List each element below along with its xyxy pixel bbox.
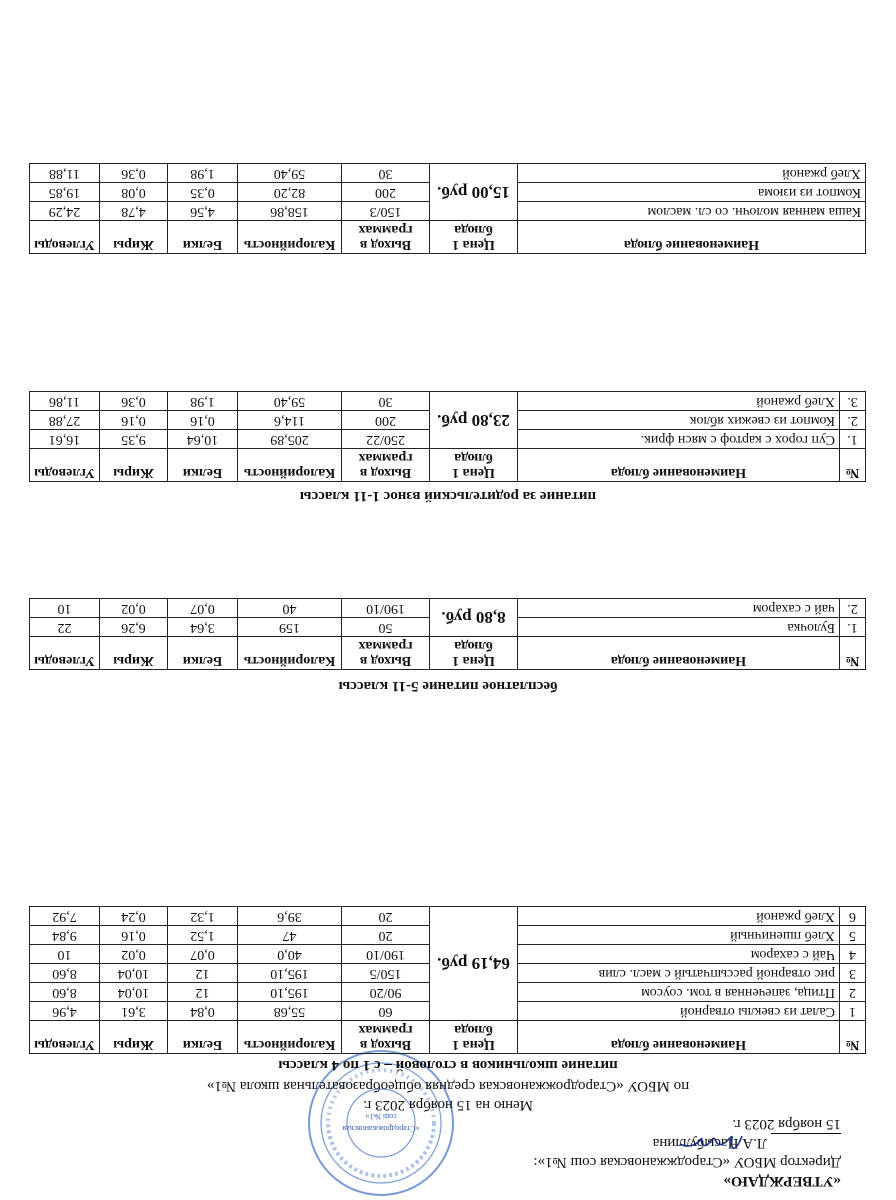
section-4-table: [29, 163, 866, 254]
row-protein: 0,35: [168, 183, 238, 202]
row-num: 6: [840, 907, 866, 926]
header-kcal: Калорийность: [238, 221, 342, 254]
row-protein: 12: [168, 983, 238, 1002]
row-protein: 0,16: [168, 411, 238, 430]
row-num: 2: [840, 983, 866, 1002]
row-protein: 0,07: [168, 599, 238, 618]
section-3-table: [29, 391, 866, 482]
row-num: 2.: [840, 599, 866, 618]
header-protein: Белки: [168, 221, 238, 254]
row-protein: 3,64: [168, 618, 238, 637]
section-price: 64,19 руб.: [430, 907, 518, 1021]
table-header-row: [30, 221, 866, 254]
section-2-table: [29, 598, 866, 670]
header-carbs: Углеводы: [30, 221, 100, 254]
section-price: 8,80 руб.: [430, 599, 518, 637]
header-price: Цена 1 блюда: [430, 449, 518, 482]
header-yield: Выход в граммах: [342, 637, 430, 670]
row-carbs: 7,92: [30, 907, 100, 926]
header-fat: Жиры: [100, 637, 168, 670]
table-row: [30, 618, 866, 637]
row-name: Булочка: [518, 618, 840, 637]
row-fat: 0,02: [100, 945, 168, 964]
row-name: Хлеб пшеничный: [518, 926, 840, 945]
row-kcal: 195,10: [238, 964, 342, 983]
row-num: 3.: [840, 392, 866, 411]
row-yield: 20: [342, 926, 430, 945]
row-name: Хлеб ржаной: [518, 392, 840, 411]
header-protein: Белки: [168, 1021, 238, 1054]
row-fat: 3,61: [100, 1002, 168, 1021]
header-fat: Жиры: [100, 221, 168, 254]
header-fat: Жиры: [100, 449, 168, 482]
header-num: №: [840, 637, 866, 670]
section-price: 15,00 руб.: [430, 164, 518, 221]
row-fat: 10,04: [100, 964, 168, 983]
row-protein: 1,52: [168, 926, 238, 945]
header-name: Наименование блюда: [518, 449, 840, 482]
table-row: [30, 202, 866, 221]
row-kcal: 40,0: [238, 945, 342, 964]
row-name: Салат из свеклы отварной: [518, 1002, 840, 1021]
section-1-table: [29, 906, 866, 1054]
approval-title: «УТВЕРЖДАЮ»: [723, 1173, 841, 1189]
row-yield: 30: [342, 164, 430, 183]
header-kcal: Калорийность: [238, 637, 342, 670]
header-price: Цена 1 блюда: [430, 221, 518, 254]
row-carbs: 10: [30, 599, 100, 618]
row-kcal: 40: [238, 599, 342, 618]
row-fat: 0,02: [100, 599, 168, 618]
header-carbs: Углеводы: [30, 449, 100, 482]
header-num: №: [840, 1021, 866, 1054]
row-num: 4: [840, 945, 866, 964]
row-kcal: 55,68: [238, 1002, 342, 1021]
row-carbs: 11,86: [30, 392, 100, 411]
row-kcal: 158,86: [238, 202, 342, 221]
row-name: Хлеб ржаной: [518, 907, 840, 926]
row-fat: 0,16: [100, 926, 168, 945]
table-header-row: [30, 449, 866, 482]
row-kcal: 59,40: [238, 392, 342, 411]
stamp-text-2: сош №1»: [365, 1112, 397, 1121]
row-carbs: 11,88: [30, 164, 100, 183]
row-protein: 10,64: [168, 430, 238, 449]
header-yield: Выход в граммах: [342, 1021, 430, 1054]
menu-title: Меню на 15 ноября 2023 г.: [363, 1097, 533, 1113]
row-yield: 250/22: [342, 430, 430, 449]
row-name: чай с сахаром: [518, 599, 840, 618]
header-name: Наименование блюда: [518, 221, 866, 254]
row-fat: 0,36: [100, 164, 168, 183]
row-yield: 190/10: [342, 599, 430, 618]
row-fat: 0,16: [100, 411, 168, 430]
header-kcal: Калорийность: [238, 449, 342, 482]
row-carbs: 27,88: [30, 411, 100, 430]
table-row: [30, 1002, 866, 1021]
row-carbs: 8,60: [30, 983, 100, 1002]
row-name: рис отварной рассыпчатый с масл. слив: [518, 964, 840, 983]
row-kcal: 195,10: [238, 983, 342, 1002]
row-carbs: 10: [30, 945, 100, 964]
header-protein: Белки: [168, 449, 238, 482]
table-row: [30, 430, 866, 449]
table-header-row: [30, 637, 866, 670]
row-kcal: 114,6: [238, 411, 342, 430]
row-fat: 0,08: [100, 183, 168, 202]
row-num: 1.: [840, 430, 866, 449]
row-num: 3: [840, 964, 866, 983]
header-carbs: Углеводы: [30, 1021, 100, 1054]
row-kcal: 82,20: [238, 183, 342, 202]
approval-director-line: Директор МБОУ «Староджжановская сош №1»:: [533, 1154, 841, 1170]
row-protein: 1,32: [168, 907, 238, 926]
row-name: Суп горох с картоф с мясн фрик.: [518, 430, 840, 449]
section-2-title: бесплатное питание 5-11 классы: [338, 678, 558, 694]
header-name: Наименование блюда: [518, 637, 840, 670]
header-carbs: Углеводы: [30, 637, 100, 670]
approval-date: 15 ноября 2023 г.: [732, 1116, 841, 1132]
row-fat: 0,36: [100, 392, 168, 411]
approval-signer: Л.А.Насыбуллина: [652, 1135, 767, 1151]
row-carbs: 16,61: [30, 430, 100, 449]
row-yield: 200: [342, 183, 430, 202]
row-protein: 0,84: [168, 1002, 238, 1021]
handwritten-signature: [676, 1130, 746, 1156]
row-num: 1: [840, 1002, 866, 1021]
row-name: Хлеб ржаной: [518, 164, 866, 183]
row-fat: 6,26: [100, 618, 168, 637]
menu-school: по МБОУ «Стародрожжановская средняя общеобразовательная школа №1»: [206, 1078, 690, 1094]
row-yield: 60: [342, 1002, 430, 1021]
row-yield: 50: [342, 618, 430, 637]
row-carbs: 4,96: [30, 1002, 100, 1021]
row-name: Птица, запеченная в том. соусом: [518, 983, 840, 1002]
row-name: Компот из изюма: [518, 183, 866, 202]
row-carbs: 8,60: [30, 964, 100, 983]
row-yield: 30: [342, 392, 430, 411]
header-price: Цена 1 блюда: [430, 1021, 518, 1054]
row-fat: 10,04: [100, 983, 168, 1002]
header-yield: Выход в граммах: [342, 221, 430, 254]
row-yield: 90/20: [342, 983, 430, 1002]
row-protein: 12: [168, 964, 238, 983]
row-kcal: 205,89: [238, 430, 342, 449]
section-1-title: питание школьников в столовой – с 1 по 4 классы: [278, 1057, 618, 1073]
row-num: 1.: [840, 618, 866, 637]
header-num: №: [840, 449, 866, 482]
header-protein: Белки: [168, 637, 238, 670]
row-carbs: 9,84: [30, 926, 100, 945]
row-kcal: 39,6: [238, 907, 342, 926]
row-yield: 150/3: [342, 202, 430, 221]
row-carbs: 24,29: [30, 202, 100, 221]
header-price: Цена 1 блюда: [430, 637, 518, 670]
row-fat: 0,24: [100, 907, 168, 926]
section-3-title: питание за родительский взнос 1-11 классы: [299, 488, 597, 504]
row-carbs: 19,85: [30, 183, 100, 202]
row-yield: 200: [342, 411, 430, 430]
row-num: 2.: [840, 411, 866, 430]
row-name: Каша манная молочн. со сл. маслом: [518, 202, 866, 221]
signature-line: [771, 1133, 841, 1148]
row-protein: 1,98: [168, 164, 238, 183]
stamp-text-1: «Стародрожжановская: [342, 1124, 420, 1133]
row-kcal: 47: [238, 926, 342, 945]
row-protein: 1,98: [168, 392, 238, 411]
row-yield: 20: [342, 907, 430, 926]
header-name: Наименование блюда: [518, 1021, 840, 1054]
row-carbs: 22: [30, 618, 100, 637]
header-fat: Жиры: [100, 1021, 168, 1054]
row-name: Компот из свежих яблок: [518, 411, 840, 430]
section-price: 23,80 руб.: [430, 392, 518, 449]
row-num: 5: [840, 926, 866, 945]
header-kcal: Калорийность: [238, 1021, 342, 1054]
table-header-row: [30, 1021, 866, 1054]
row-fat: 4,78: [100, 202, 168, 221]
row-yield: 190/10: [342, 945, 430, 964]
row-fat: 9,35: [100, 430, 168, 449]
row-kcal: 159: [238, 618, 342, 637]
row-protein: 0,07: [168, 945, 238, 964]
header-yield: Выход в граммах: [342, 449, 430, 482]
row-yield: 150/5: [342, 964, 430, 983]
row-name: Чай с сахаром: [518, 945, 840, 964]
row-protein: 4,56: [168, 202, 238, 221]
row-kcal: 59,40: [238, 164, 342, 183]
